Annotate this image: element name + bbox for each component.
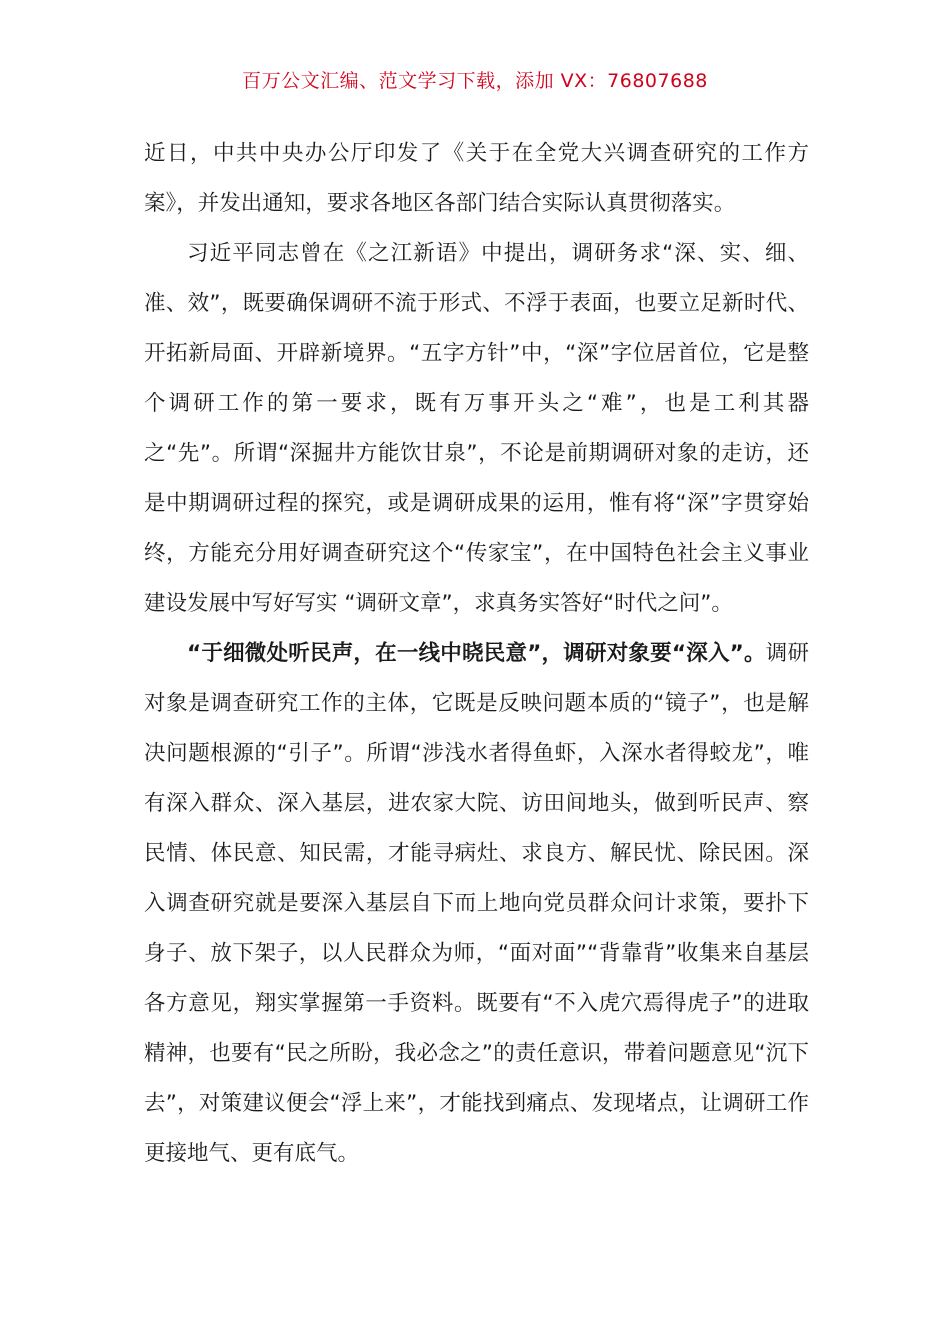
paragraph-intro: 近日，中共中央办公厅印发了《关于在全党大兴调查研究的工作方案》，并发出通知，要求各地区各部门结合实际认真贯彻落实。 xyxy=(144,141,809,216)
paragraph-xi-quote: 习近平同志曾在《之江新语》中提出，调研务求“深、实、细、准、效”，既要确保调研不流于形式、不浮于表面，也要立足新时代、开拓新局面、开辟新境界。“五字方针”中，“深”字位居首位，它是整个调研工作的第一要求，既有万事开头之“难”，也是工利其器之“先”。所谓“深掘井方能饮甘泉”，不论是前期调研对象的走访，还是中期调研过程的探究，或是调研成果的运用，惟有将“深”字贯穿始终，方能充分用好调查研究这个“传家宝”，在中国特色社会主义事业建设发展中写好写实 “调研文章”，求真务实答好“时代之问”。 xyxy=(144,241,809,616)
paragraph-research-subject-body: 调研对象是调查研究工作的主体，它既是反映问题本质的“镜子”，也是解决问题根源的“引子”。所谓“涉浅水者得鱼虾，入深水者得蛟龙”，唯有深入群众、深入基层，进农家大院、访田间地头，做到听民声、察民情、体民意、知民需，才能寻病灶、求良方、解民忧、除民困。深入调查研究就是要深入基层自下而上地向党员群众问计求策，要扑下身子、放下架子，以人民群众为师，“面对面”“背靠背”收集来自基层各方意见，翔实掌握第一手资料。既要有“不入虎穴焉得虎子”的进取精神，也要有“民之所盼，我必念之”的责任意识，带着问题意见“沉下去”，对策建议便会“浮上来”，才能找到痛点、发现堵点，让调研工作更接地气、更有底气。 xyxy=(144,641,809,1166)
document-body xyxy=(144,129,809,1179)
paragraph-research-subject xyxy=(144,629,809,1179)
header-banner: 百万公文汇编、范文学习下载，添加 VX：76807688 xyxy=(242,70,708,92)
paragraph-lead-heading: “于细微处听民声，在一线中晓民意”，调研对象要“深入”。 xyxy=(187,641,766,666)
